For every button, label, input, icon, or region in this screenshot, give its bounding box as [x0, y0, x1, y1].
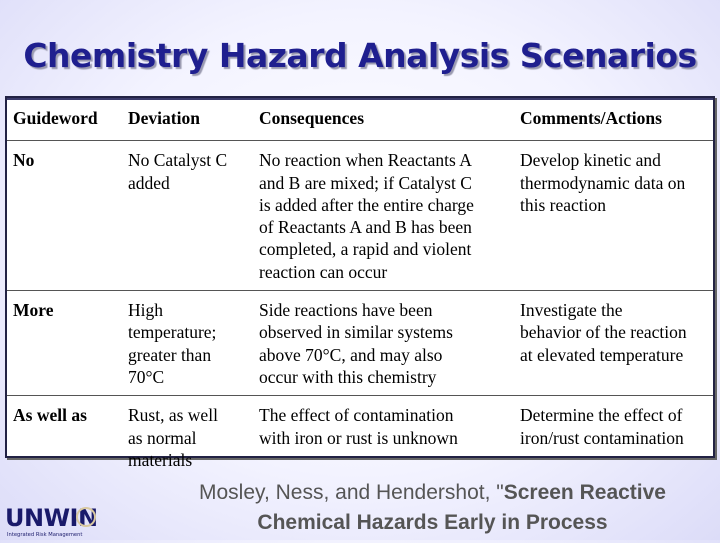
consequences-cell: No reaction when Reactants A and B are mixed; if Catalyst C is added after the entire charge of Reactants A and B has been completed, a rapid and violent reaction can occur: [259, 141, 520, 291]
citation-authors: Mosley, Ness, and Hendershot, ": [199, 481, 504, 504]
company-logo: [4, 498, 122, 538]
logo-tagline: Integrated Risk Management: [7, 532, 83, 538]
hazard-analysis-table: [5, 96, 715, 470]
deviation-cell: High temperature; greater than 70°C: [128, 291, 259, 396]
consequences-cell: The effect of contamination with iron or rust is unknown: [259, 405, 458, 448]
table-row: [7, 291, 713, 396]
logo-wordmark: UNWIN: [5, 504, 98, 532]
header-guideword: Guideword: [7, 98, 128, 141]
consequences-cell: Side reactions have been observed in similar systems above 70°C, and may also occur with this chemistry: [259, 291, 520, 396]
logo-graphic: [4, 498, 122, 538]
slide-title: Chemistry Hazard Analysis Scenarios: [23, 36, 697, 75]
deviation-cell: No Catalyst C added: [128, 141, 259, 291]
comments-cell: Investigate the behavior of the reaction at elevated temperature: [520, 291, 713, 396]
citation-title-part1: Screen Reactive: [503, 481, 666, 504]
guideword-cell: As well as: [13, 405, 87, 426]
table-row: [7, 141, 713, 291]
hazard-table: [7, 98, 713, 478]
guideword-cell: No: [7, 141, 128, 291]
guideword-cell: More: [7, 291, 128, 396]
citation-text: [160, 478, 705, 538]
citation-title-part2: Chemical Hazards Early in Process: [257, 511, 608, 534]
comments-cell: Develop kinetic and thermodynamic data on this reaction: [520, 141, 713, 291]
comments-cell: Determine the effect of iron/rust contamination: [520, 405, 684, 448]
header-consequences: Consequences: [259, 98, 520, 141]
table-row: [7, 396, 713, 478]
table-header-row: [7, 98, 713, 141]
deviation-cell: Rust, as well as normal materials: [128, 405, 218, 470]
header-deviation: Deviation: [128, 98, 259, 141]
header-comments-actions: Comments/Actions: [520, 98, 713, 141]
